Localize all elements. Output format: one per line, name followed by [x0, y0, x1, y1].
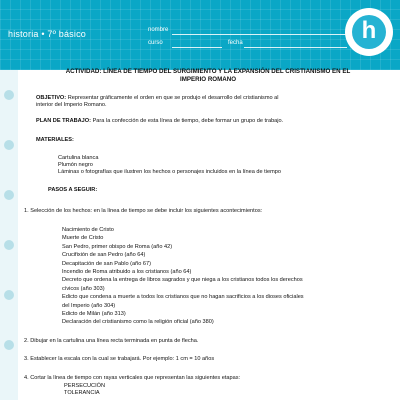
logo-letter: h — [352, 15, 386, 49]
objective-text-1: Representar gráficamente el orden en que se produjo el desarrollo del cristianismo al — [67, 95, 279, 101]
list-item: Láminas o fotografías que ilustren los hechos o personajes incluidos en la línea de tiempo — [58, 169, 281, 175]
objective-text-2: interior del Imperio Romano. — [36, 102, 107, 108]
list-item: Edicto de Milán (año 313) — [62, 311, 126, 318]
plan-text: Para la confección de esta línea de tiempo, debe formar un grupo de trabajo. — [92, 118, 284, 124]
list-item: Incendio de Roma atribuido a los cristianos (año 64) — [62, 269, 192, 276]
list-item: Crucifixión de san Pedro (año 64) — [62, 252, 146, 259]
name-label: nombre — [148, 27, 169, 33]
events-list — [62, 226, 382, 327]
list-item: San Pedro, primer obispo de Roma (año 42) — [62, 243, 173, 250]
list-item: Decreto que ordena la entrega de libros sagrados y que niega a los cristianos todos los derechos — [62, 277, 303, 284]
step-4: 4. Cortar la línea de tiempo con rayas verticales que representan las siguientes etapas: — [24, 375, 241, 381]
column-icon — [4, 140, 14, 150]
list-item: Declaración del cristianismo como la religión oficial (año 380) — [62, 319, 214, 326]
objective-label: OBJETIVO: — [36, 95, 67, 101]
list-item: Plumón negro — [58, 162, 93, 168]
course-line[interactable] — [172, 47, 222, 48]
objective-block — [36, 95, 376, 109]
crown-icon — [4, 90, 14, 100]
plan-label: PLAN DE TRABAJO: — [36, 118, 92, 124]
list-item: PERSECUCIÓN — [64, 383, 106, 389]
step-1: 1. Selección de los hechos: en la línea de tiempo se debe incluir los siguientes acontecimientos: — [24, 208, 263, 214]
coin-icon — [4, 290, 14, 300]
list-item: del Imperio (año 304) — [62, 302, 116, 309]
steps-label: PASOS A SEGUIR: — [48, 187, 98, 193]
materials-list — [58, 155, 378, 176]
course-label: curso — [148, 40, 163, 46]
list-item: TOLERANCIA — [64, 390, 100, 396]
scroll-icon — [4, 340, 14, 350]
list-item: cívicos (año 303) — [62, 285, 105, 292]
shield-icon — [4, 190, 14, 200]
date-line[interactable] — [244, 47, 347, 48]
plan-block — [36, 118, 376, 125]
header-banner — [0, 0, 400, 70]
list-item: Nacimiento de Cristo — [62, 227, 114, 233]
date-label: fecha — [228, 40, 243, 46]
list-item: Cartulina blanca — [58, 155, 99, 161]
list-item: Edicto que condena a muerte a todos los cristianos que no hagan sacrificios a los dioses oficiales — [62, 294, 304, 301]
list-item: Decapitación de san Pablo (año 67) — [62, 260, 151, 267]
step-2: 2. Dibujar en la cartulina una línea recta terminada en punta de flecha. — [24, 338, 199, 344]
stages-list — [64, 383, 264, 397]
title-line-2: IMPERIO ROMANO — [179, 76, 237, 83]
decorative-sidebar — [0, 70, 18, 400]
name-field-row — [148, 27, 168, 33]
title-line-1: ACTIVIDAD: LÍNEA DE TIEMPO DEL SURGIMIENTO Y LA EXPANSIÓN DEL CRISTIANISMO EN EL — [65, 68, 351, 75]
step-3: 3. Establecer la escala con la cual se trabajará. Por ejemplo: 1 cm = 10 años — [24, 356, 215, 362]
name-line[interactable] — [172, 34, 347, 35]
materials-label: MATERIALES: — [36, 137, 74, 143]
logo — [345, 8, 393, 56]
list-item: Muerte de Cristo — [62, 235, 104, 242]
helmet-icon — [4, 240, 14, 250]
course-date-row — [148, 40, 243, 46]
document-title — [38, 68, 378, 84]
subject-label: historia • 7º básico — [8, 29, 86, 39]
